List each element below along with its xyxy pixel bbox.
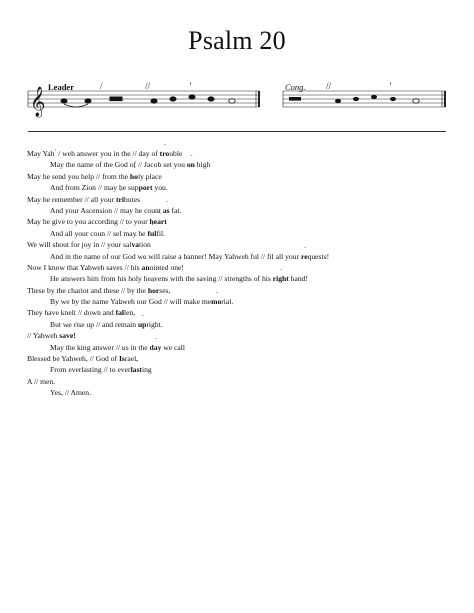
text-segment: May he remember // all your xyxy=(27,194,116,204)
leader-line xyxy=(27,353,467,364)
stressed-syllable: ´ up xyxy=(138,319,146,330)
text-segment: May he give to you according // to your xyxy=(27,217,150,227)
text-segment: tion xyxy=(139,240,151,250)
leader-line xyxy=(27,148,467,159)
leader-line xyxy=(27,307,467,318)
divider-rule xyxy=(28,131,446,132)
congregation-staff xyxy=(283,91,446,107)
psalm-text xyxy=(27,148,467,399)
response-line xyxy=(27,296,467,307)
page-title: Psalm 20 xyxy=(188,26,286,55)
text-segment: We will shout for joy in // your sal xyxy=(27,240,132,250)
text-segment: Now I know that Yahweh saves // his xyxy=(27,262,142,272)
text-segment: Blessed be Yahweh, // God of xyxy=(27,354,119,364)
stressed-syllable: ´ tro xyxy=(160,148,170,159)
response-line xyxy=(27,387,467,398)
text-segment: // Yahweh xyxy=(27,331,60,341)
stressed-syllable: ´ heart xyxy=(150,216,167,227)
stressed-syllable: ´ tri xyxy=(116,194,124,205)
text-segment: But we rise up // and remain xyxy=(50,319,138,329)
leader-line xyxy=(27,171,467,182)
stressed-syllable: ´ Is xyxy=(119,353,125,364)
text-segment: fil. xyxy=(156,228,165,238)
text-segment: uble xyxy=(169,149,183,158)
stressed-syllable: ´ right xyxy=(273,273,289,284)
text-segment: ly place xyxy=(137,171,162,181)
stressed-syllable: ´ hor xyxy=(148,285,159,296)
response-line xyxy=(27,273,467,284)
text-segment: / weh answer you in the // day of xyxy=(56,149,160,158)
text-segment: quests! xyxy=(307,251,330,261)
stressed-syllable: ´ re xyxy=(301,251,308,262)
stressed-syllable: ´ last xyxy=(131,364,142,375)
congregation-label: Cong. xyxy=(285,82,306,92)
response-line xyxy=(27,205,467,216)
treble-clef-icon: 𝄞 xyxy=(30,87,46,117)
leader-line xyxy=(27,285,467,296)
stressed-syllable: ´ day xyxy=(150,342,162,353)
text-segment: He answers him from his holy heavens with the saving // strengths of his xyxy=(50,274,273,284)
text-segment: high xyxy=(194,160,211,170)
text-segment: These by the chariot and these // by the xyxy=(27,285,148,295)
text-segment: And from Zion // may he sup xyxy=(50,183,139,193)
stressed-syllable: ´ as xyxy=(163,205,170,216)
response-line xyxy=(27,228,467,239)
stressed-syllable: ´ port xyxy=(139,182,153,193)
text-segment: And in the name of our God we will raise a banner! May Yahweh ful // fil all your xyxy=(50,251,301,261)
response-line xyxy=(27,319,467,330)
text-segment: ing xyxy=(141,365,152,375)
text-segment: A // men. xyxy=(27,376,56,386)
text-segment: From everlasting // to ever xyxy=(50,365,131,375)
stressed-syllable: ´ save! xyxy=(59,330,75,341)
text-segment: ointed one! xyxy=(149,262,184,272)
leader-line xyxy=(27,262,467,273)
text-segment: May Yah xyxy=(27,149,57,158)
leader-line xyxy=(27,330,467,341)
text-segment: And your Ascension // may he count xyxy=(50,205,163,215)
cong-mark-2: ʼ xyxy=(389,81,392,91)
text-segment: fat. xyxy=(169,205,182,215)
response-line xyxy=(27,251,467,262)
text-segment: rial. xyxy=(221,297,234,307)
stressed-syllable: ´ mo xyxy=(211,296,221,307)
stressed-syllable: ´ ho xyxy=(130,171,138,182)
music-staff xyxy=(0,0,474,130)
text-segment: right. xyxy=(146,319,163,329)
text-segment: Yes, // Amen. xyxy=(50,388,92,398)
text-segment: you. xyxy=(152,183,168,193)
leader-line xyxy=(27,376,467,387)
text-segment: rael, xyxy=(124,354,139,364)
text-segment: They have knelt // down and xyxy=(27,308,116,318)
stressed-syllable: ´ va xyxy=(131,239,139,250)
text-segment: butes xyxy=(124,194,141,204)
text-segment: len, xyxy=(124,308,136,318)
response-line xyxy=(27,364,467,375)
leader-label: Leader xyxy=(48,82,74,92)
leader-line xyxy=(27,239,467,250)
stressed-syllable: ´ fal xyxy=(116,307,124,318)
text-segment: May he send you help // from the xyxy=(27,171,130,181)
leader-mark-1: / xyxy=(100,81,103,91)
text-segment: we call xyxy=(161,342,185,352)
text-segment: ses, xyxy=(159,285,171,295)
text-segment: And all your coun // sel may he xyxy=(50,228,148,238)
text-segment: By we by the name Yahweh our God // will make me xyxy=(50,297,212,307)
text-segment: May the name of the God of // Jacob set you xyxy=(50,160,187,170)
leader-line xyxy=(27,194,467,205)
text-segment: May the king answer // us in the xyxy=(50,342,150,352)
leader-mark-2: // xyxy=(145,81,151,91)
stressed-syllable: ´ on xyxy=(187,159,195,170)
response-line xyxy=(27,342,467,353)
leader-mark-3: ʼ xyxy=(189,81,192,91)
text-segment: hand! xyxy=(288,274,308,284)
leader-line xyxy=(27,216,467,227)
response-line xyxy=(27,159,467,170)
response-line xyxy=(27,182,467,193)
leader-notes xyxy=(61,95,235,107)
cong-mark-1: // xyxy=(326,81,332,91)
stressed-syllable: ´ an xyxy=(142,262,150,273)
stressed-syllable: ´ ful xyxy=(147,228,156,239)
